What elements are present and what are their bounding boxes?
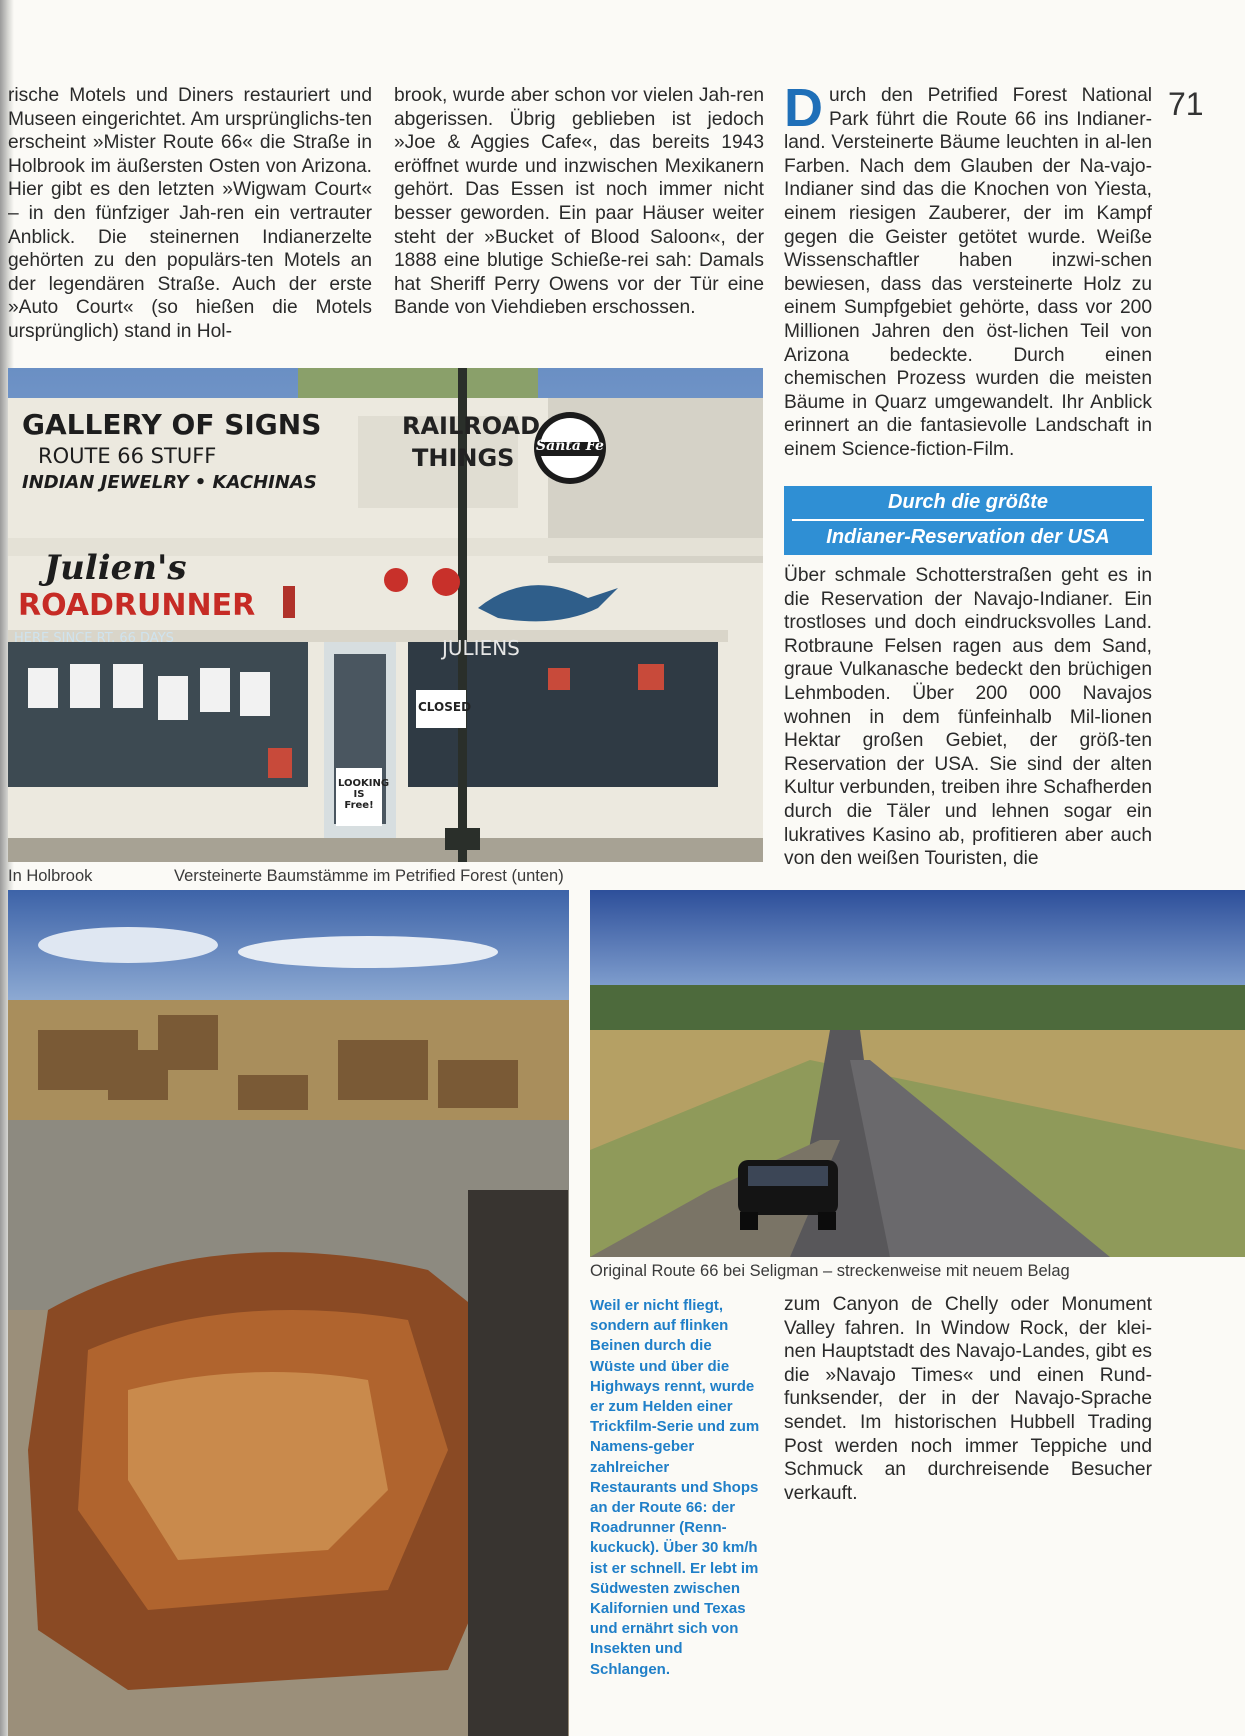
sign-route-66-stuff: ROUTE 66 STUFF <box>38 444 217 468</box>
section-heading-line-2: Indianer-Reservation der USA <box>826 526 1110 548</box>
sign-things: THINGS <box>412 444 515 472</box>
photo-petrified-wood <box>8 890 569 1736</box>
caption-holbrook: In Holbrook <box>8 867 93 885</box>
sign-indian-jewelry: INDIAN JEWELRY • KACHINAS <box>22 472 317 493</box>
column-b-text: brook, wurde aber schon vor vielen Jah-ren abgerissen. Übrig geblieben ist jedoch »Joe & Aggies Cafe«, das bereits 1943 eröffnet wurde und inzwischen Mexikanern gehört. Das Essen ist noch immer nicht besser geworden. Ein paar Häuser weiter steht der »Bucket of Blood Saloon«, der 1888 eine blutige Schieße-rei sah: Damals hat Sheriff Perry Owens vor der Tür eine Bande von Viehdieben erschossen. <box>394 85 764 319</box>
sign-roadrunner: ROADRUNNER <box>18 588 256 623</box>
sign-closed: CLOSED <box>418 700 472 714</box>
section-heading-divider <box>792 519 1144 521</box>
sign-santa-fe: Santa Fe <box>536 438 604 454</box>
caption-seligman: Original Route 66 bei Seligman – streckenweise mit neuem Belag <box>590 1262 1070 1280</box>
sign-here-since: HERE SINCE RT. 66 DAYS <box>14 631 174 646</box>
sign-juliens: Julien's <box>44 548 187 588</box>
sign-looking-is-free: LOOKING IS Free! <box>338 778 390 811</box>
column-c2-text: Über schmale Schotterstraßen geht es in die Reservation der Navajo-Indianer. Ein trostloses und doch eindrucksvolles Land. Rotbraune Felsen ragen aus dem Sand, graue Vulkanasche bedeckt den brüchigen Lehmboden. Über 200 000 Navajos wohnen in dem fünfeinhalb Mil-lionen Hektar großen Gebiet, der größ-ten Reservation der USA. Sie sind der alten Kultur verbunden, treiben ihre Schafherden durch die Täler und lehnen sogar ein lukratives Kasino ab, profitieren aber auch von den weißen Touristen, die <box>784 565 1152 870</box>
photo-roadrunner-shop <box>8 368 763 862</box>
photo-route-66-seligman <box>590 890 1245 1257</box>
sign-window-juliens: JULIENS <box>442 636 520 660</box>
sign-railroad: RAILROAD <box>402 412 541 440</box>
drop-cap: D <box>784 78 823 138</box>
column-d-text: zum Canyon de Chelly oder Monument Valley fahren. In Window Rock, der klei-nen Hauptstadt des Navajo-Landes, gibt es die »Navajo Times« und einen Rund-funksender, der in der Navajo-Sprache sendet. Im historischen Hubbell Trading Post werden noch immer Teppiche und Schmuck an durchreisende Besucher verkauft. <box>784 1294 1153 1504</box>
page-number: 71 <box>1168 86 1204 122</box>
column-a-text: rische Motels und Diners restauriert und Museen eingerichtet. Am ursprünglichs-ten erscheint »Mister Route 66« die Straße in Holbrook im äußersten Osten von Arizona. Hier gibt es den letzten »Wigwam Court« – in den fünfziger Jah-ren ein vertrauter Anblick. Die steinernen Indianerzelte gehörten zu den populärs-ten Motels an der legendären Straße. Auch der erste »Auto Court« (so hießen die Motels ursprünglich) stand in Hol- <box>8 85 372 342</box>
column-c-text: D urch den Petrified Forest National Park führt die Route 66 ins Indianer-land. Versteinerte Bäume leuchten in al-len Farben. Nach dem Glauben der Na-vajo-Indianer sind das die Knochen von Yiesta, einem riesigen Zauberer, der im Kampf gegen die Geister getötet wurde. Weiße Wissenschaftler haben inzwi-schen bewiesen, dass das versteinerte Holz zu einem Sumpfgebiet gehörte, dass vor 200 Millionen Jahren den öst-lichen Teil von Arizona bedeckte. Durch einen chemischen Prozess wurden die meisten Bäume in Quarz umgewandelt. Ihr Anblick erinnert an die fantasievolle Landschaft in einem Science-fiction-Film. <box>784 78 1152 460</box>
roadrunner-sidebar: Weil er nicht fliegt, sondern auf flinken Beinen durch die Wüste und über die Highways rennt, wurde er zum Helden einer Trickfilm-Serie und zum Namens-geber zahlreicher Restaurants und Shops an der Route 66: der Roadrunner (Renn-kuckuck). Über 30 km/h ist er schnell. Er lebt im Südwesten zwischen Kalifornien und Texas und ernährt sich von Insekten und Schlangen. <box>590 1297 760 1678</box>
section-heading-line-1: Durch die größte <box>887 491 1048 513</box>
section-heading <box>784 486 1152 555</box>
caption-petrified-forest: Versteinerte Baumstämme im Petrified Forest (unten) <box>174 867 564 885</box>
sign-gallery-of-signs: GALLERY OF SIGNS <box>22 408 322 441</box>
